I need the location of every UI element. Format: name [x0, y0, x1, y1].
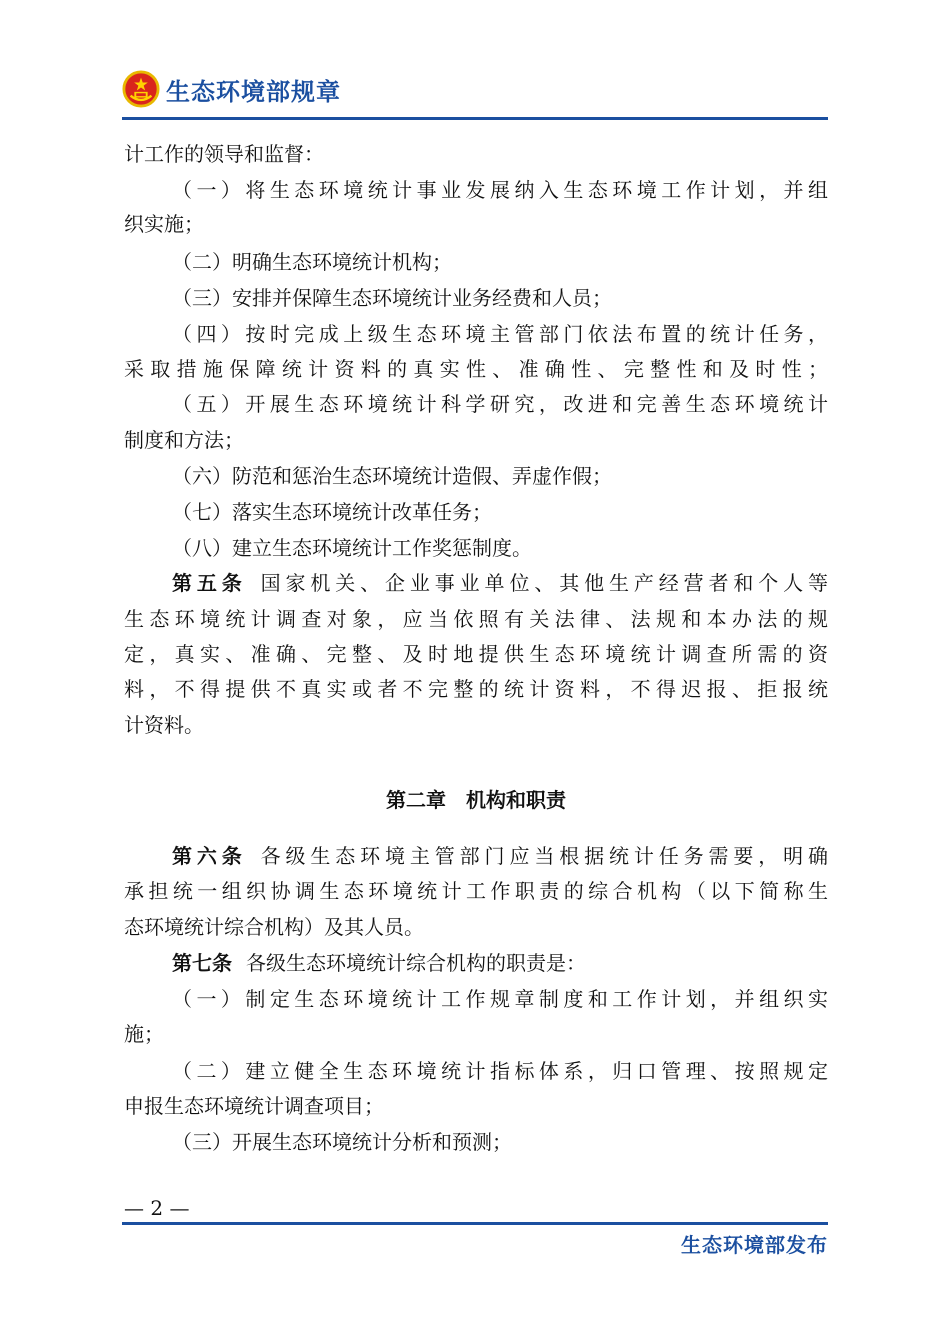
- header-divider: [122, 117, 828, 120]
- article-6-label: 第六条: [172, 844, 247, 868]
- text-line: 定，真实、准确、完整、及时地提供生态环境统计调查所需的资: [124, 642, 828, 666]
- article-7-label: 第七条: [172, 951, 232, 975]
- text-line: 申报生态环境统计调查项目；: [124, 1094, 384, 1118]
- text-line: 计工作的领导和监督：: [124, 142, 324, 166]
- text-line: 承担统一组织协调生态环境统计工作职责的综合机构（以下简称生: [124, 879, 828, 903]
- header-title: 生态环境部规章: [166, 77, 341, 106]
- text-line: 生态环境统计调查对象，应当依照有关法律、法规和本办法的规: [124, 607, 828, 631]
- article-5-text: 国家机关、企业事业单位、其他生产经营者和个人等: [260, 571, 829, 595]
- text-line: （四）按时完成上级生态环境主管部门依法布置的统计任务，: [172, 322, 828, 346]
- footer-publisher: 生态环境部发布: [681, 1233, 828, 1257]
- text-line: 制度和方法；: [124, 428, 244, 452]
- text-line: （三）开展生态环境统计分析和预测；: [172, 1130, 512, 1154]
- text-line: 计资料。: [124, 713, 204, 737]
- article-5-label: 第五条: [172, 571, 247, 595]
- text-line: （一）制定生态环境统计工作规章制度和工作计划，并组织实: [172, 987, 828, 1011]
- text-line: （六）防范和惩治生态环境统计造假、弄虚作假；: [172, 464, 612, 488]
- header: [122, 66, 341, 112]
- national-emblem-icon: [122, 70, 160, 108]
- text-line: 采取措施保障统计资料的真实性、准确性、完整性和及时性；: [124, 357, 828, 381]
- page-number: — 2 —: [124, 1196, 190, 1220]
- article-6-line: [172, 842, 828, 870]
- article-5-line: [172, 569, 828, 597]
- text-line: 料，不得提供不真实或者不完整的统计资料，不得迟报、拒报统: [124, 677, 828, 701]
- text-line: （八）建立生态环境统计工作奖惩制度。: [172, 536, 532, 560]
- article-6-text: 各级生态环境主管部门应当根据统计任务需要，明确: [260, 844, 829, 868]
- text-line: （七）落实生态环境统计改革任务；: [172, 500, 492, 524]
- text-line: （一）将生态环境统计事业发展纳入生态环境工作计划，并组: [172, 178, 828, 202]
- text-line: （三）安排并保障生态环境统计业务经费和人员；: [172, 286, 612, 310]
- text-line: （五）开展生态环境统计科学研究，改进和完善生态环境统计: [172, 392, 828, 416]
- article-7-text: 各级生态环境统计综合机构的职责是：: [246, 951, 586, 975]
- text-line: 态环境统计综合机构）及其人员。: [124, 915, 424, 939]
- text-line: （二）建立健全生态环境统计指标体系，归口管理、按照规定: [172, 1059, 828, 1083]
- article-7-line: [172, 949, 828, 977]
- text-line: 施；: [124, 1022, 164, 1046]
- text-line: （二）明确生态环境统计机构；: [172, 250, 452, 274]
- chapter-heading: 第二章 机构和职责: [386, 788, 566, 812]
- footer-divider: [122, 1222, 828, 1225]
- text-line: 织实施；: [124, 212, 204, 236]
